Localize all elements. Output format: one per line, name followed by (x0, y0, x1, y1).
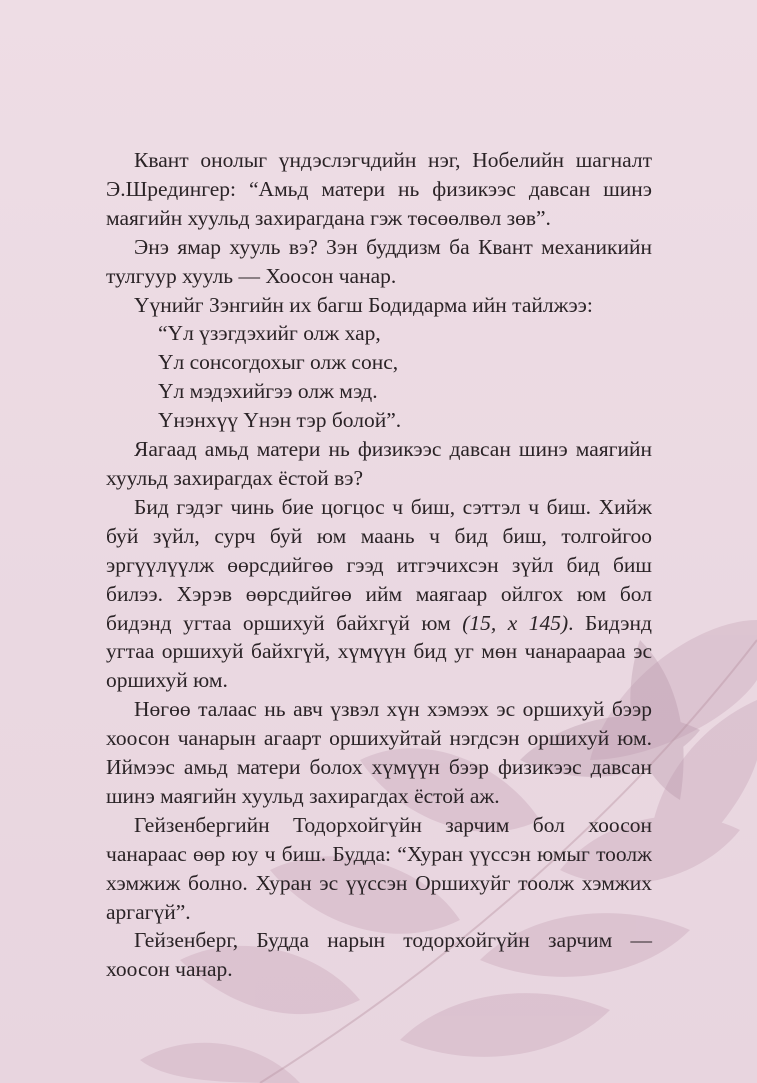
paragraph-5 (106, 493, 652, 695)
paragraph-1: Квант онолыг үндэслэгчдийн нэг, Нобелийн шагналт Э.Шредингер: “Амьд матери нь физикээс давсан шинэ маягийн хуульд захирагдана гэж төсөөлвөл зөв”. (106, 148, 652, 230)
paragraph-4: Яагаад амьд матери нь физикээс давсан шинэ маягийн хуульд захирагдах ёстой вэ? (106, 437, 652, 490)
poem-line-2: Үл сонсогдохыг олж сонс, (158, 350, 399, 375)
poem-line-1: “Үл үзэгдэхийг олж хар, (158, 321, 381, 346)
poem-line-3: Үл мэдэхийгээ олж мэд. (158, 379, 378, 404)
paragraph-2: Энэ ямар хууль вэ? Зэн буддизм ба Квант механикийн тулгуур хууль — Хоосон чанар. (106, 234, 652, 288)
paragraph-5-text-start: Бид гэдэг чинь бие цогцос ч биш, сэттэл ч биш. Хийж буй зүйл, сурч буй юм маань ч бид биш, толгойгоо эргүүлүүлж өөрсдийгөө гээд итгэчихсэн зүйл бид биш билээ. Хэрэв өөрсдийгөө ийм маягаар ойлгох юм бол бидэнд угтаа оршихуй байхгүй юм (106, 494, 652, 635)
citation: (15, х 145) (462, 610, 569, 635)
poem-quote (106, 319, 652, 435)
paragraph-8: Гейзенберг, Будда нарын тодорхойгүйн зарчим — хоосон чанар. (106, 928, 652, 982)
paragraph-3: Үүнийг Зэнгийн их багш Бодидарма ийн тайлжээ: (134, 292, 593, 317)
poem-line-4: Үнэнхүү Үнэн тэр болой”. (158, 408, 402, 433)
text-body (106, 146, 652, 984)
paragraph-5-text-end: . Бидэнд угтаа оршихуй байхгүй, хүмүүн бид уг мөн чанараараа эс оршихуй юм. (106, 610, 652, 693)
paragraph-7: Гейзенбергийн Тодорхойгүйн зарчим бол хоосон чанараас өөр юу ч биш. Будда: “Хуран үүссэн юмыг тоолж хэмжиж болно. Хуран эс үүссэн Оршихуйг тоолж хэмжих аргагүй”. (106, 812, 652, 924)
paragraph-6: Нөгөө талаас нь авч үзвэл хүн хэмээх эс оршихуй бээр хоосон чанарын агаарт оршихуйтай нэгдсэн оршихуй юм. Иймээс амьд матери болох хүмүүн бээр физикээс давсан шинэ маягийн хуульд захирагдах ёстой аж. (106, 697, 652, 808)
